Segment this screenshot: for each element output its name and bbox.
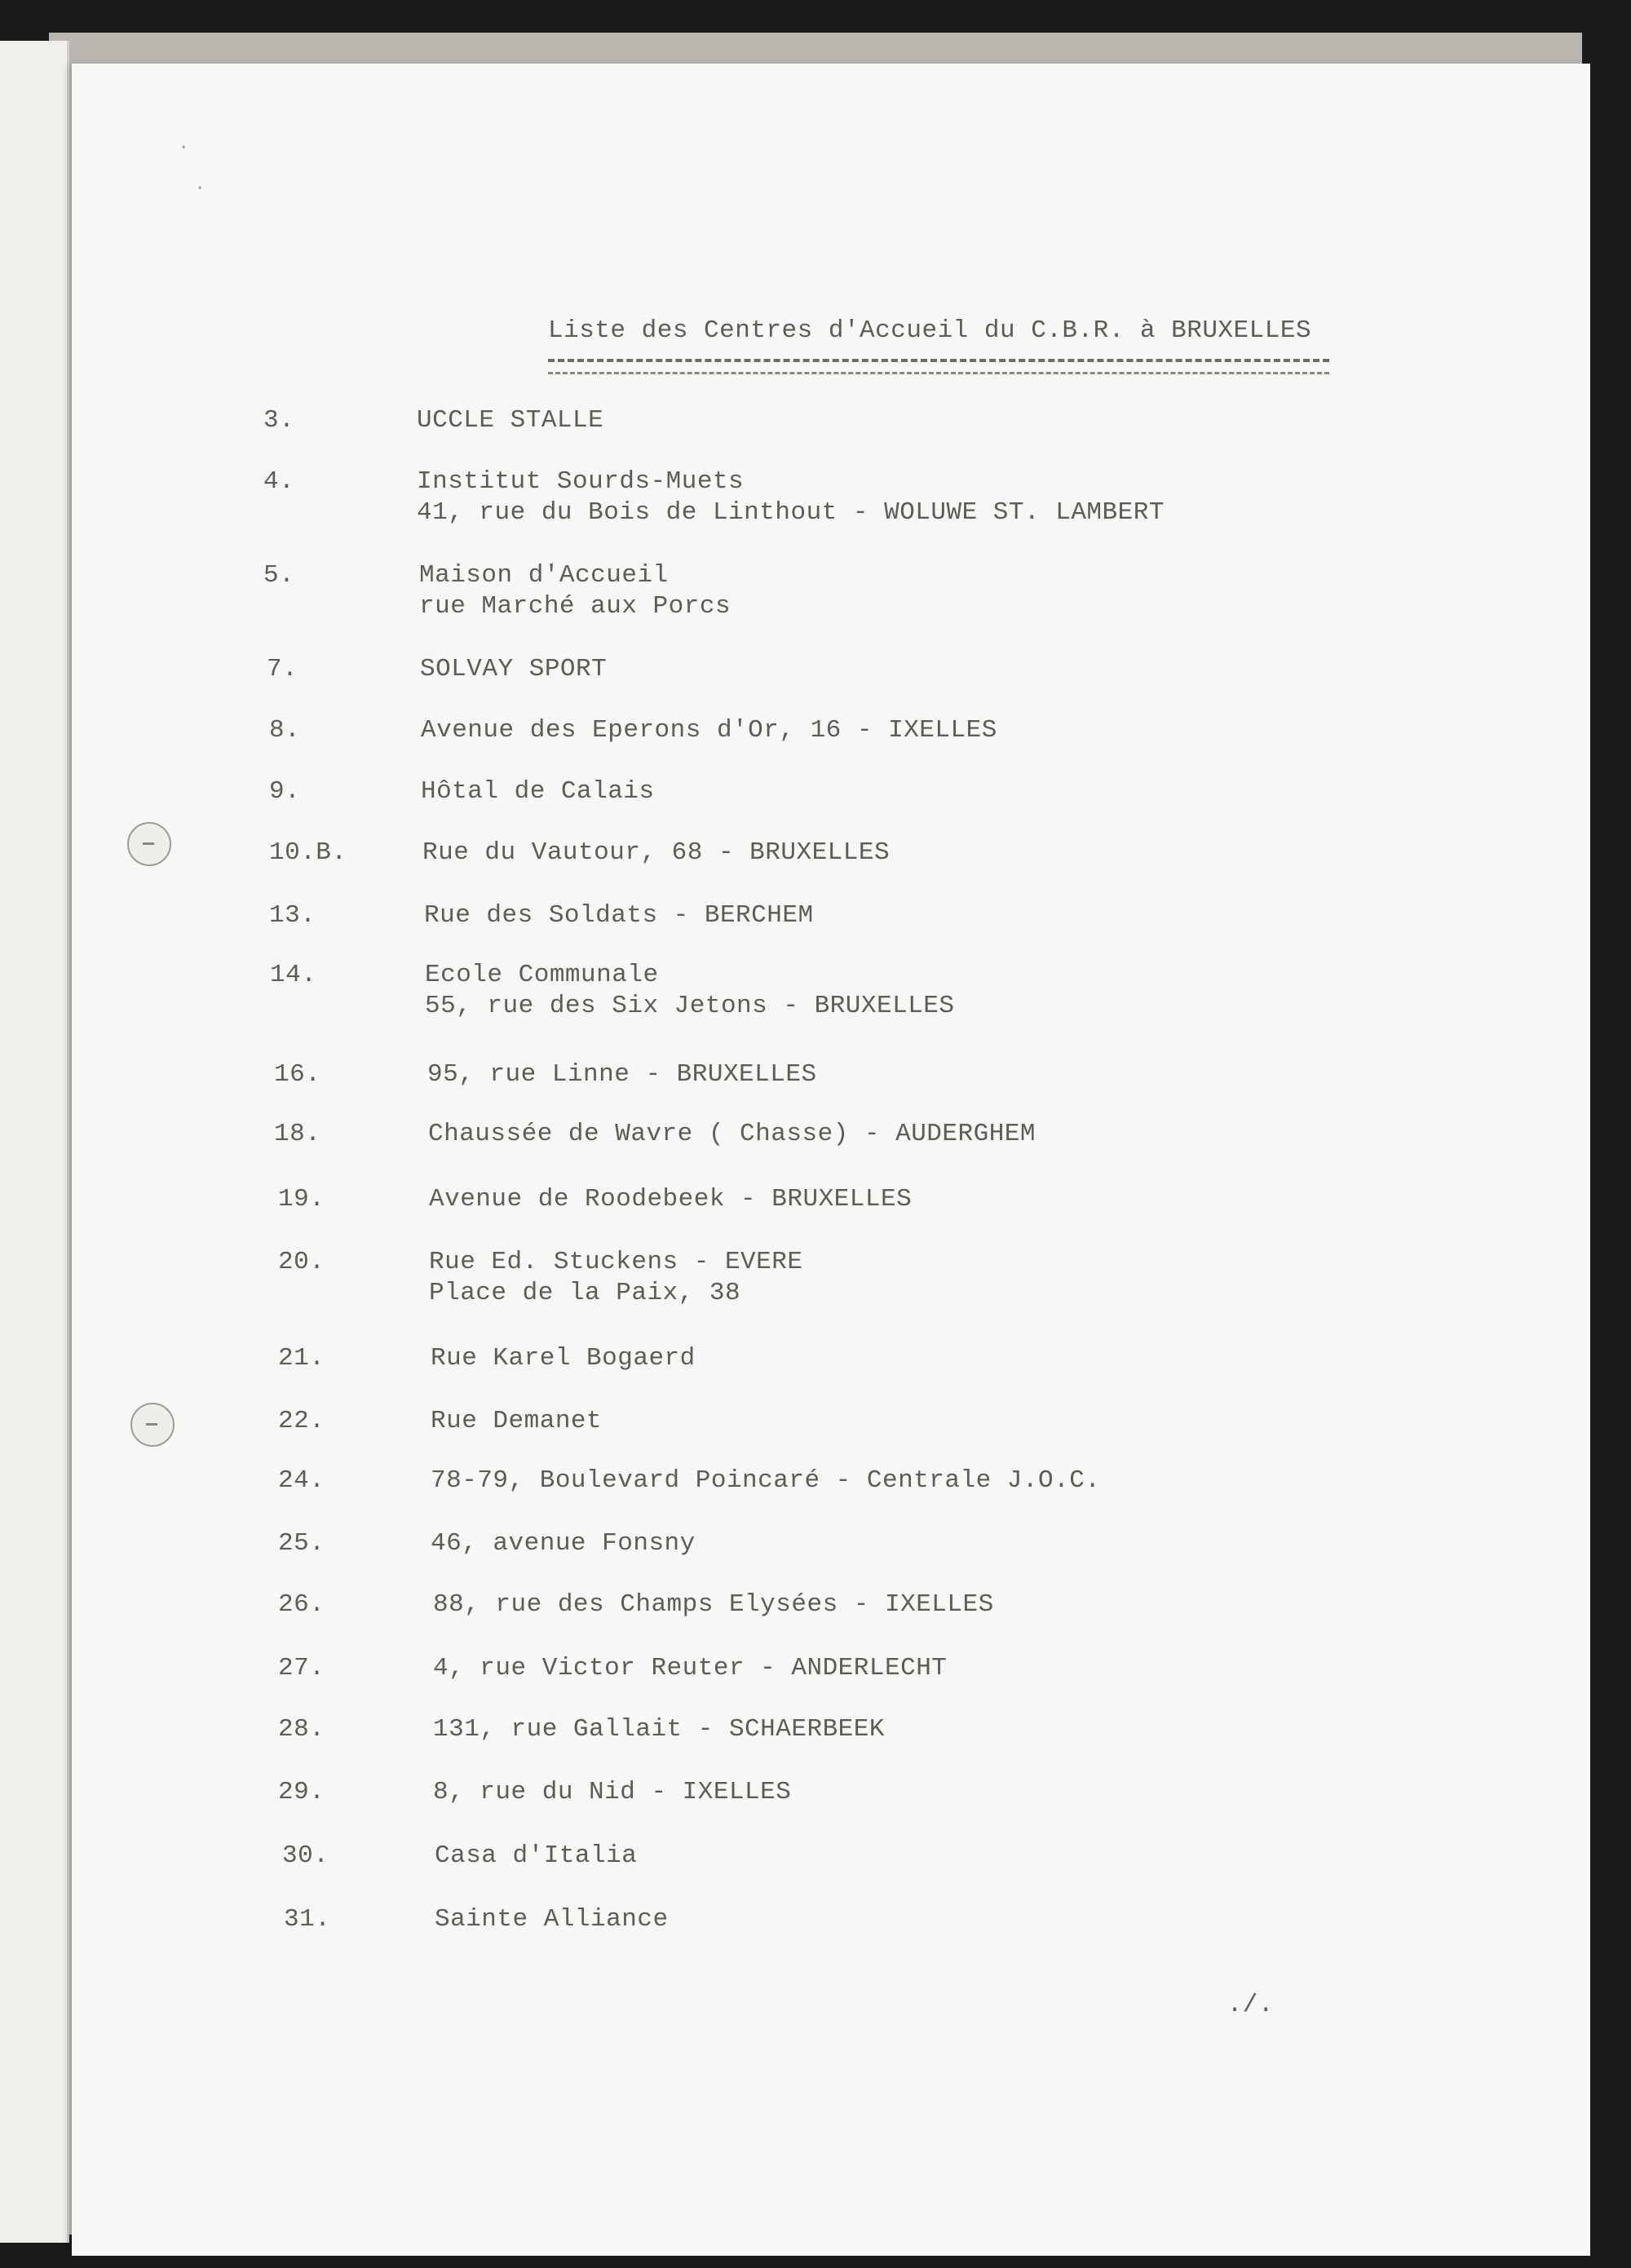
- entry-number: 28.: [278, 1715, 325, 1744]
- entry-number: 26.: [278, 1590, 325, 1619]
- entry-address-line: Chaussée de Wavre ( Chasse) - AUDERGHEM: [428, 1120, 1037, 1148]
- entry-number: 31.: [284, 1905, 331, 1934]
- entry-number: 5.: [263, 561, 295, 590]
- ink-smudge-2: ·: [194, 178, 206, 200]
- punch-hole-lower: [130, 1403, 175, 1447]
- title-underline: [548, 359, 1329, 374]
- page-title: Liste des Centres d'Accueil du C.B.R. à BRUXELLES: [548, 316, 1312, 345]
- entry-address-line: UCCLE STALLE: [417, 406, 604, 435]
- entry-number: 29.: [278, 1778, 325, 1806]
- entry-address-line: 8, rue du Nid - IXELLES: [433, 1778, 792, 1806]
- entry-address-line: Ecole Communale: [425, 961, 659, 989]
- entry-number: 24.: [278, 1466, 325, 1495]
- ink-smudge-1: ·: [178, 137, 190, 159]
- entry-number: 7.: [267, 655, 298, 683]
- entry-number: 18.: [274, 1120, 321, 1148]
- entry-number: 27.: [278, 1654, 325, 1682]
- continuation-mark: ./.: [1227, 1991, 1274, 2019]
- entry-address-line: Hôtal de Calais: [421, 777, 655, 806]
- punch-hole-upper: [127, 822, 171, 866]
- previous-page-edge: [0, 41, 69, 2243]
- entry-number: 25.: [278, 1529, 325, 1558]
- entry-number: 3.: [263, 406, 295, 435]
- entry-number: 19.: [278, 1185, 325, 1214]
- entry-address-line: Rue du Vautour, 68 - BRUXELLES: [422, 838, 891, 867]
- entry-address-line: 95, rue Linne - BRUXELLES: [427, 1060, 817, 1089]
- entry-address-line: Place de la Paix, 38: [429, 1279, 741, 1307]
- entry-address-line: Institut Sourds-Muets: [417, 467, 745, 496]
- entry-address-line: Avenue de Roodebeek - BRUXELLES: [429, 1185, 913, 1214]
- entry-number: 14.: [270, 961, 317, 989]
- entry-number: 22.: [278, 1407, 325, 1435]
- entry-address-line: Avenue des Eperons d'Or, 16 - IXELLES: [421, 716, 997, 745]
- entry-number: 20.: [278, 1248, 325, 1276]
- entry-number: 8.: [269, 716, 301, 745]
- entry-number: 9.: [269, 777, 301, 806]
- entry-number: 21.: [278, 1344, 325, 1373]
- entry-address-line: 88, rue des Champs Elysées - IXELLES: [433, 1590, 994, 1619]
- entry-address-line: 55, rue des Six Jetons - BRUXELLES: [425, 992, 955, 1020]
- entry-address-line: Rue des Soldats - BERCHEM: [424, 901, 814, 930]
- entry-address-line: 46, avenue Fonsny: [431, 1529, 696, 1558]
- entry-address-line: 131, rue Gallait - SCHAERBEEK: [433, 1715, 885, 1744]
- entry-address-line: Rue Karel Bogaerd: [431, 1344, 696, 1373]
- entry-address-line: Casa d'Italia: [435, 1841, 638, 1870]
- entry-address-line: Rue Ed. Stuckens - EVERE: [429, 1248, 803, 1276]
- entry-number: 4.: [263, 467, 295, 496]
- entry-number: 30.: [282, 1841, 329, 1870]
- entry-address-line: Maison d'Accueil: [419, 561, 669, 590]
- entry-number: 16.: [274, 1060, 321, 1089]
- entry-address-line: rue Marché aux Porcs: [419, 592, 732, 621]
- document-page: [72, 64, 1590, 2256]
- entry-address-line: 41, rue du Bois de Linthout - WOLUWE ST. LAMBERT: [417, 498, 1165, 527]
- entry-address-line: Sainte Alliance: [435, 1905, 669, 1934]
- entry-address-line: 4, rue Victor Reuter - ANDERLECHT: [433, 1654, 948, 1682]
- entry-number: 10.B.: [269, 838, 347, 867]
- entry-address-line: 78-79, Boulevard Poincaré - Centrale J.O.C.: [431, 1466, 1101, 1495]
- entry-address-line: SOLVAY SPORT: [420, 655, 608, 683]
- entry-address-line: Rue Demanet: [431, 1407, 603, 1435]
- entry-number: 13.: [269, 901, 316, 930]
